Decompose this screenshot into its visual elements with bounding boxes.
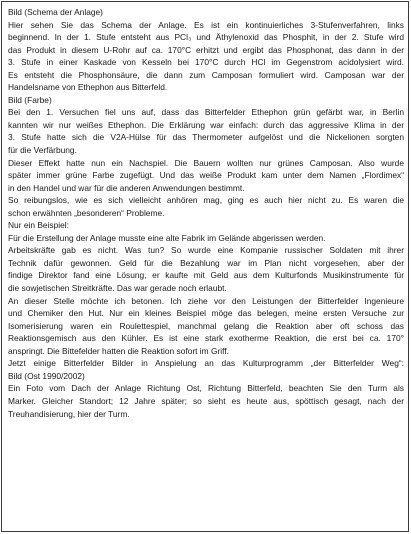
text-line: schon erwähnten „besonderen“ Probleme.: [8, 207, 165, 218]
text-line: Handelsname von Ethephon aus Bitterfeld.: [8, 82, 168, 93]
document-page: [1, 1, 409, 532]
text-line: Bei den 1. Versuchen fiel uns auf, dass das Bitterfelder Ethephon grün gefärbt war, in Berlin: [8, 107, 404, 118]
text-line: Für die Erstellung der Anlage musste eine alte Fabrik im Gelände abgerissen werden.: [8, 232, 326, 243]
text-line: Bild (Schema der Anlage): [8, 7, 103, 17]
text-line: anspringt. Die Bittefelder hatten die Reaktion sofort im Griff.: [8, 345, 229, 356]
text-line: Jetzt einige Bitterfelder Bilder in Anspielung an das Kulturprogramm „der Bitterfelder Weg“:: [8, 358, 404, 369]
text-line: später immer grüne Farbe zugefügt. Und das weiße Produkt kam unter dem Namen „Flordimex“: [8, 170, 404, 181]
text-line: Isomerisierung waren ein Roulettespiel, manchmal gelang die Reaktion aber oft schoss das: [8, 320, 404, 331]
text-line: Dieser Effekt hatte nun ein Nachspiel. Die Bauern wollten nur grünes Camposan. Also wurde: [8, 157, 404, 168]
text-line: Hier sehen Sie das Schema der Anlage. Es ist ein kontinuierliches 3-Stufenverfahren, links: [8, 19, 404, 30]
text-line: Marker. Gleicher Standort; 12 Jahre später; so sieht es heute aus, spöttisch gesagt, nach der: [8, 395, 404, 406]
document-text: [8, 6, 404, 420]
text-line: Technik dafür gewonnen. Geld für die Bezahlung war im Plan nicht vorgesehen, aber der: [8, 257, 404, 268]
text-line: Bild (Ost 1990/2002): [8, 370, 85, 381]
text-line: für die Verfärbung.: [8, 145, 77, 156]
text-line: die sowjetischen Streitkräfte. Das war gerade noch erlaubt.: [8, 283, 227, 294]
text-line: in den Handel und war für die anderen Anwendungen bestimmt.: [8, 182, 245, 193]
text-line: Es entsteht die Phosphonsäure, die dann zum Camposan formuliert wird. Camposan war der: [8, 69, 404, 80]
text-line: Reaktionsgemisch aus den Kühler. Es ist eine stark exotherme Reaktion, die erst bei ca. 170°: [8, 333, 404, 344]
text-line: Ein Foto vom Dach der Anlage Richtung Ost, Richtung Bitterfeld, beachten Sie den Turm als: [8, 383, 404, 394]
text-line: So reibungslos, wie es sich vielleicht anhören mag, ging es auch hier nicht zu. Es waren die: [8, 195, 404, 206]
text-line: 3. Stufe hatte sich die V2A-Hülse für das Thermometer aufgelöst und die Nickelionen sorgten: [8, 132, 404, 143]
text-line: Treuhandisierung, hier der Turm.: [8, 408, 130, 419]
text-line: beginnend. In der 1. Stufe entsteht aus PCl₃ und Äthylenoxid das Phosphit, in der 2. Stufe wird: [8, 32, 404, 43]
text-line: 3. Stufe in einer Kaskade von Kesseln bei 170°C durch HCl im Gegenstrom acidolysiert wird.: [8, 57, 404, 68]
text-line: das Produkt in diesem U-Rohr auf ca. 170°C erhitzt und ergibt das Phosphonat, das dann in der: [8, 44, 404, 55]
text-line: Arbeitskräfte gab es nicht. Was tun? So wurde eine Kompanie russischer Soldaten mit ihrer: [8, 245, 404, 256]
text-line: Nur ein Beispiel:: [8, 220, 69, 231]
text-line: kannten wir nur weißes Ethephon. Die Erklärung war einfach: durch das aggressive Klima in der: [8, 119, 404, 130]
text-line: findige Direktor fand eine Lösung, er kaufte mit Geld aus dem Kulturfonds Musikinstrumente für: [8, 270, 404, 281]
text-line: An dieser Stelle möchte ich betonen. Ich ziehe vor den Leistungen der Bitterfelder Ingenieure: [8, 295, 404, 306]
text-line: und Chemiker den Hut. Nur ein kleines Beispiel möge das belegen, meine ersten Versuche zur: [8, 308, 404, 319]
text-line: Bild (Farbe): [8, 94, 52, 105]
